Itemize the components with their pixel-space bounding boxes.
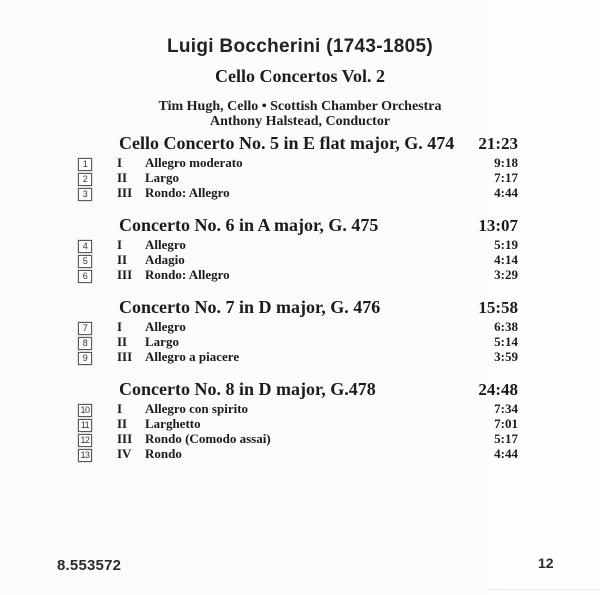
movement-numeral: II: [117, 252, 128, 267]
concerto-total-time: 24:48: [478, 380, 518, 399]
movement-numeral: I: [117, 401, 123, 416]
movement-numeral: III: [117, 431, 133, 446]
movement-title: Rondo (Comodo assai): [145, 431, 271, 446]
movement-duration: 9:18: [494, 155, 518, 170]
conductor-line: Anthony Halstead, Conductor: [209, 114, 391, 129]
track-number-box: 9: [78, 352, 92, 365]
track-list: [78, 133, 518, 476]
movement-title: Larghetto: [145, 416, 201, 431]
catalog-number: 8.553572: [57, 557, 122, 574]
movement-duration: 4:44: [494, 185, 518, 200]
concerto-total-time: 13:07: [478, 216, 518, 235]
movement-numeral: III: [117, 349, 133, 364]
track-number-box: 1: [78, 158, 92, 171]
track-number-box: 11: [78, 419, 92, 432]
movement-numeral: II: [117, 334, 128, 349]
movement-row: [78, 253, 518, 268]
movement-duration: 4:44: [494, 446, 518, 461]
concerto-title: Cello Concerto No. 5 in E flat major, G. 474: [119, 133, 455, 153]
movement-row: [78, 320, 518, 335]
movement-duration: 4:14: [494, 252, 518, 267]
concerto-title: Concerto No. 7 in D major, G. 476: [119, 297, 381, 317]
composer-name: Luigi Boccherini (1743-1805): [166, 36, 434, 57]
movement-numeral: III: [117, 267, 133, 282]
track-number-box: 10: [78, 404, 92, 417]
movement-title: Largo: [145, 334, 179, 349]
movement-row: [78, 268, 518, 283]
movement-title: Allegro con spirito: [145, 401, 249, 416]
page-number: 12: [538, 555, 554, 571]
movement-duration: 7:34: [494, 401, 518, 416]
movement-numeral: II: [117, 416, 128, 431]
concerto-block: [78, 379, 518, 462]
concerto-block: [78, 133, 518, 201]
performers-line: Tim Hugh, Cello • Scottish Chamber Orchestra: [158, 99, 442, 114]
track-number-box: 8: [78, 337, 92, 350]
concerto-block: [78, 215, 518, 283]
movement-row: [78, 335, 518, 350]
movement-title: Largo: [145, 170, 179, 185]
track-number-box: 12: [78, 434, 92, 447]
track-number-box: 4: [78, 240, 92, 253]
movement-row: [78, 417, 518, 432]
concerto-total-time: 21:23: [478, 134, 518, 153]
movement-numeral: I: [117, 237, 123, 252]
movement-duration: 5:14: [494, 334, 518, 349]
movement-row: [78, 432, 518, 447]
movement-duration: 7:17: [494, 170, 518, 185]
movement-numeral: I: [117, 155, 123, 170]
movement-row: [78, 350, 518, 365]
movement-duration: 3:59: [494, 349, 518, 364]
movement-row: [78, 238, 518, 253]
movement-numeral: IV: [117, 446, 132, 461]
movement-title: Allegro: [145, 237, 186, 252]
movement-title: Adagio: [145, 252, 185, 267]
concerto-block: [78, 297, 518, 365]
track-number-box: 3: [78, 188, 92, 201]
track-number-box: 13: [78, 449, 92, 462]
movement-numeral: II: [117, 170, 128, 185]
movement-title: Allegro: [145, 319, 186, 334]
movement-duration: 3:29: [494, 267, 518, 282]
album-title: Cello Concertos Vol. 2: [215, 66, 385, 86]
movement-numeral: III: [117, 185, 133, 200]
track-number-box: 7: [78, 322, 92, 335]
movement-duration: 5:19: [494, 237, 518, 252]
movement-row: [78, 186, 518, 201]
movement-title: Rondo: Allegro: [145, 185, 230, 200]
concerto-total-time: 15:58: [478, 298, 518, 317]
track-number-box: 6: [78, 270, 92, 283]
movement-duration: 5:17: [494, 431, 518, 446]
movement-title: Allegro a piacere: [145, 349, 240, 364]
album-header: [0, 36, 600, 129]
movement-numeral: I: [117, 319, 123, 334]
concerto-title: Concerto No. 8 in D major, G.478: [119, 379, 376, 399]
movement-duration: 6:38: [494, 319, 518, 334]
concerto-title: Concerto No. 6 in A major, G. 475: [119, 215, 379, 235]
movement-title: Rondo: Allegro: [145, 267, 230, 282]
movement-row: [78, 156, 518, 171]
movement-row: [78, 447, 518, 462]
movement-row: [78, 171, 518, 186]
movement-title: Allegro moderato: [145, 155, 243, 170]
track-number-box: 5: [78, 255, 92, 268]
movement-title: Rondo: [145, 446, 182, 461]
movement-duration: 7:01: [494, 416, 518, 431]
track-number-box: 2: [78, 173, 92, 186]
movement-row: [78, 402, 518, 417]
